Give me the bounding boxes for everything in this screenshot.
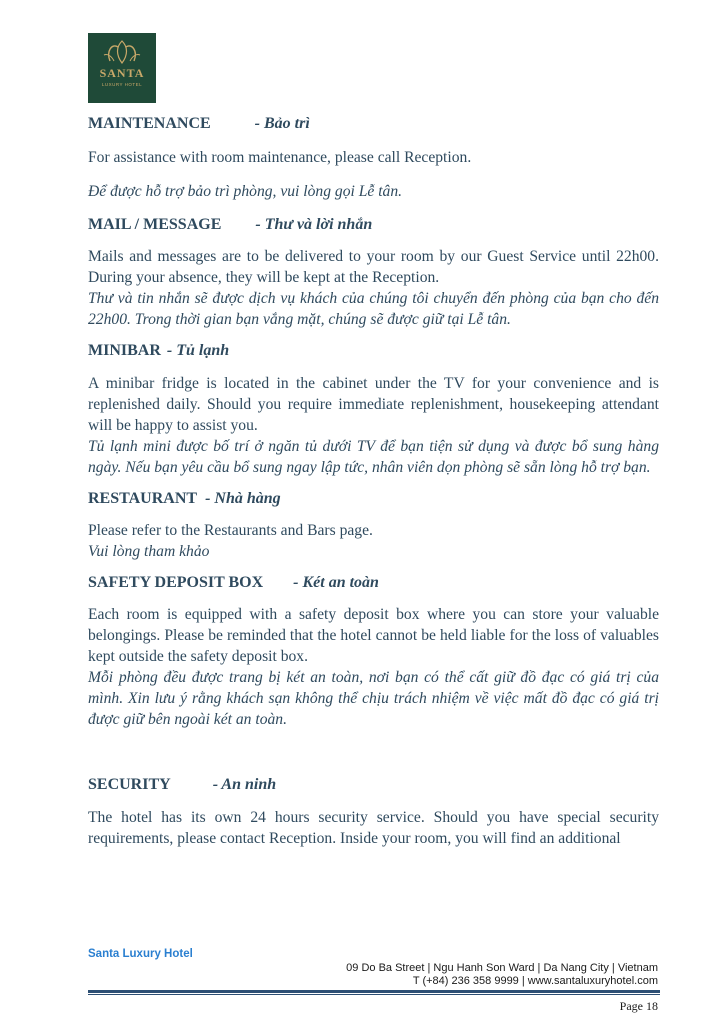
- heading-vi: - Bảo trì: [254, 115, 310, 132]
- heading-en: SECURITY: [88, 776, 171, 793]
- section-heading-maintenance: [88, 113, 659, 135]
- paragraph-en: Mails and messages are to be delivered to your room by our Guest Service until 22h00. During your absence, they will be kept at the Reception.: [88, 248, 659, 286]
- logo-subtitle: LUXURY HOTEL: [101, 82, 143, 87]
- footer-divider: [88, 990, 660, 993]
- paragraph-en: A minibar fridge is located in the cabinet under the TV for your convenience and is replenished daily. Should you require immediate replenishment, housekeeping attendant will be happy to assist you.: [88, 375, 659, 434]
- paragraph-vi: Để được hỗ trợ bảo trì phòng, vui lòng gọi Lễ tân.: [88, 183, 403, 200]
- hotel-logo: [88, 33, 156, 103]
- heading-en: RESTAURANT: [88, 490, 198, 507]
- section-heading-restaurant: [88, 488, 659, 510]
- heading-vi: - Két an toàn: [293, 574, 379, 591]
- paragraph-en: For assistance with room maintenance, please call Reception.: [88, 149, 472, 166]
- section-heading-minibar: [88, 340, 659, 362]
- paragraph-en: Please refer to the Restaurants and Bars page.: [88, 522, 373, 539]
- paragraph-vi: Mỗi phòng đều được trang bị két an toàn, nơi bạn có thể cất giữ đồ đạc có giá trị của mình. Xin lưu ý rằng khách sạn không thể chịu trách nhiệm về việc mất đồ đạc có giá trị được giữ bên ngoài két an toàn.: [88, 669, 659, 728]
- footer-address: 09 Do Ba Street | Ngu Hanh Son Ward | Da Nang City | Vietnam: [346, 962, 658, 974]
- paragraph-en: Each room is equipped with a safety deposit box where you can store your valuable belongings. Please be reminded that the hotel cannot be held liable for the loss of valuables kept outside the safety deposit box.: [88, 606, 659, 665]
- paragraph-vi: Tủ lạnh mini được bố trí ở ngăn tủ dưới TV để bạn tiện sử dụng và được bổ sung hàng ngày. Nếu bạn yêu cầu bổ sung ngay lập tức, nhân viên dọn phòng sẽ sẵn lòng hỗ trợ bạn.: [88, 438, 659, 476]
- footer-address-block: [346, 962, 658, 988]
- heading-vi: - Tủ lạnh: [166, 342, 230, 359]
- footer-brand: Santa Luxury Hotel: [88, 948, 193, 960]
- heading-en: MAIL / MESSAGE: [88, 216, 222, 233]
- logo-name: SANTA: [99, 66, 145, 80]
- paragraph-vi: Thư và tin nhắn sẽ được dịch vụ khách của chúng tôi chuyển đến phòng của bạn cho đến 22h00. Trong thời gian bạn vắng mặt, chúng sẽ được giữ tại Lễ tân.: [88, 290, 659, 328]
- heading-vi: - An ninh: [212, 776, 277, 793]
- heading-vi: - Thư và lời nhắn: [255, 216, 373, 233]
- paragraph-en: The hotel has its own 24 hours security service. Should you have special security requirements, please contact Reception. Inside your room, you will find an additional: [88, 809, 659, 847]
- section-heading-mail: [88, 214, 659, 236]
- heading-en: MAINTENANCE: [88, 115, 211, 132]
- section-heading-safety-deposit-box: [88, 572, 659, 594]
- heading-vi: - Nhà hàng: [205, 490, 281, 507]
- page-number: Page 18: [619, 999, 658, 1013]
- footer-divider-thin: [88, 994, 660, 995]
- paragraph-vi: Vui lòng tham khảo: [88, 543, 210, 560]
- footer-contact: T (+84) 236 358 9999 | www.santaluxuryhotel.com: [412, 975, 658, 987]
- section-heading-security: [88, 774, 659, 796]
- heading-en: SAFETY DEPOSIT BOX: [88, 574, 264, 591]
- page-content: [88, 113, 659, 849]
- heading-en: MINIBAR: [88, 342, 161, 359]
